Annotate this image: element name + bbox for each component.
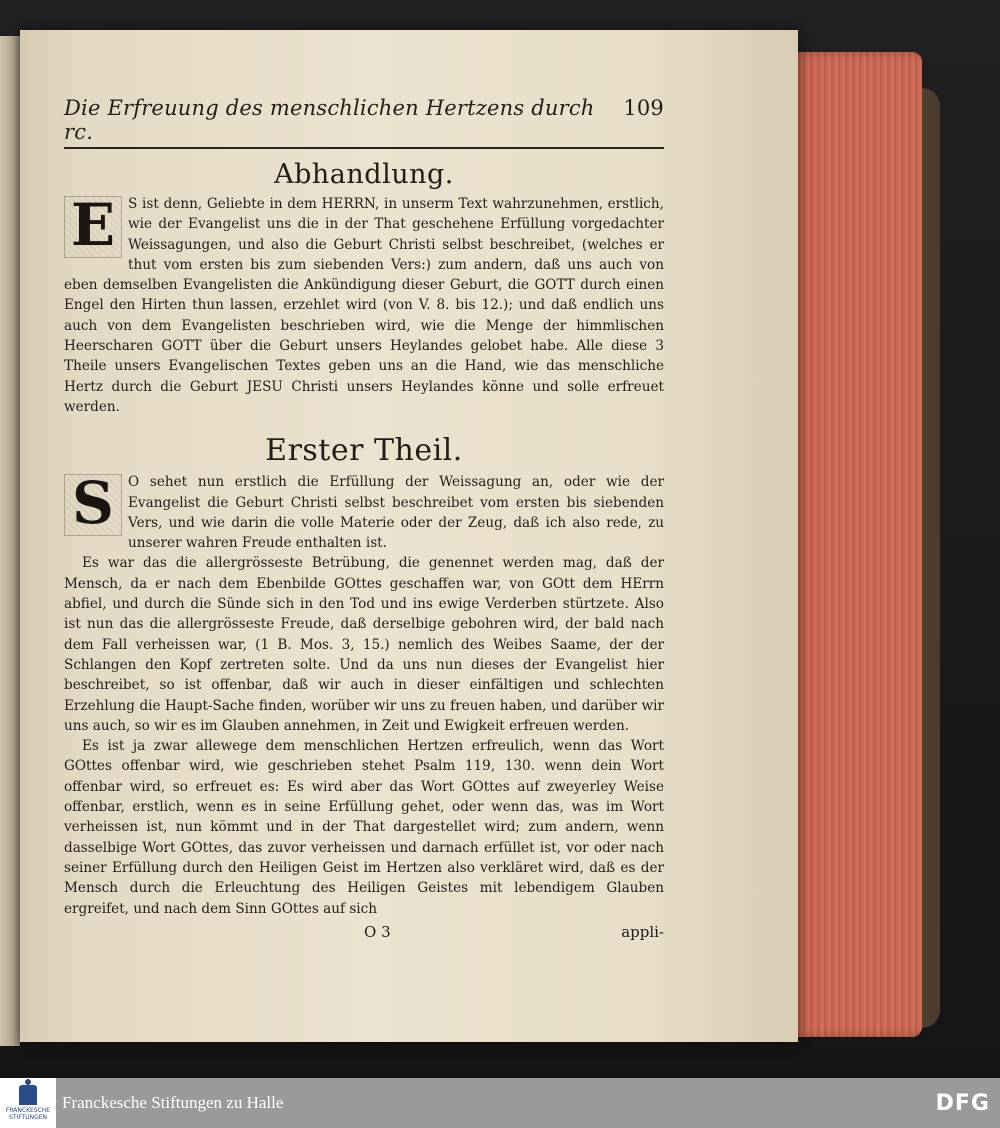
left-page-edge [0,36,20,1046]
logo-text: FRANCKESCHE STIFTUNGEN [5,1107,51,1121]
institution-label: Franckesche Stiftungen zu Halle [62,1093,284,1112]
viewer-banner [0,1078,1000,1128]
page-footer [64,923,664,941]
text-block [64,96,664,941]
decorated-initial-e: E [64,196,122,258]
section-title: Abhandlung. [274,159,454,190]
part1-paragraph [64,469,664,553]
building-icon [19,1085,37,1105]
part1-text: O sehet nun erstlich die Erfüllung der Weissagung an, oder wie der Evangelist die Geburt Christi selbst beschreibet vom ersten bis siebenden Vers, und wie darin die volle Materie oder der Zeug, daß ich also rede, zu unserer wahren Freude enthalten ist. [128,474,664,552]
intro-paragraph [64,191,664,417]
decorated-initial-s: S [64,474,122,536]
book-page [20,30,798,1042]
catchword: appli- [621,922,664,941]
paragraph-3: Es ist ja zwar allewege dem menschlichen Hertzen erfreulich, wenn das Wort GOttes offenbar wird, wie geschrieben stehet Psalm 119, 130. wenn dein Wort offenbar wird, so erfreuet es: Es wird aber das Wort GOttes auf zweyerley Weise offenbar, erstlich, wenn es in seine Erfüllung gehet, oder wenn das, was im Wort verheissen ist, nun kömmt und in der That dargestellet wird; zum andern, wenn dasselbige Wort GOttes, das zuvor verheissen und darnach erfüllet ist, vor oder nach seiner Erfüllung durch den Heiligen Geist im Hertzen also verkläret wird, daß es der Mensch durch die Erleuchtung des Heiligen Geistes mit lebendigem Glauben ergreifet, und nach dem Sinn GOttes auf sich [64,738,664,917]
signature-mark: O 3 [364,922,391,941]
page-number: 109 [623,96,664,120]
paragraph-2: Es war das die allergrösseste Betrübung, die genennet werden mag, daß der Mensch, da er nach dem Ebenbilde GOttes geschaffen war, von GOtt dem HErrn abfiel, und durch die Sünde sich in den Tod und ins ewige Verderben stürtzete. Also ist nun das die allergrösseste Freude, daß derselbige gebohren wird, der bald nach dem Fall verheissen war, (1 B. Mos. 3, 15.) nemlich des Weibes Saame, der der Schlangen den Kopf zertreten solte. Und da uns nun dieses der Evangelist hier beschreibet, so ist offenbar, daß wir auch in dieser einfältigen und schlechten Erzehlung die Haupt-Sache finden, worüber wir uns zu freuen haben, und darüber wir uns auch, so wir es im Glauben annehmen, in Zeit und Ewigkeit erfreuen werden. [64,555,664,734]
franckesche-logo[interactable] [0,1078,56,1128]
red-page-edges [792,52,922,1037]
running-head [64,96,664,149]
intro-text: S ist denn, Geliebte in dem HERRN, in unserm Text wahrzunehmen, erstlich, wie der Evangelist uns die in der That geschehene Erfüllung vorgedachter Weissagungen, und also die Geburt Christi selbst beschreibet, (welches er thut vom ersten bis zum siebenden Vers:) zum andern, daß uns auch von eben demselben Evangelisten die Ankündigung dieser Geburt, die GOTT durch einen Engel den Hirten thun lassen, erzehlet wird (von V. 8. bis 12.); und daß endlich uns auch von dem Evangelisten beschrieben wird, wie die Menge der himmlischen Heerscharen GOTT über die Geburt unsers Heylandes gelobet habe. Alle diese 3 Theile unsers Evangelischen Textes geben uns an die Hand, wie das menschliche Hertz durch die Geburt JESU Christi unsers Heylandes könne und solle erfreuet werden. [64,196,664,415]
dfg-logo[interactable]: DFG [935,1090,990,1116]
subsection-title: Erster Theil. [265,433,463,469]
running-head-title: Die Erfreuung des menschlichen Hertzens durch rc. [64,96,595,144]
